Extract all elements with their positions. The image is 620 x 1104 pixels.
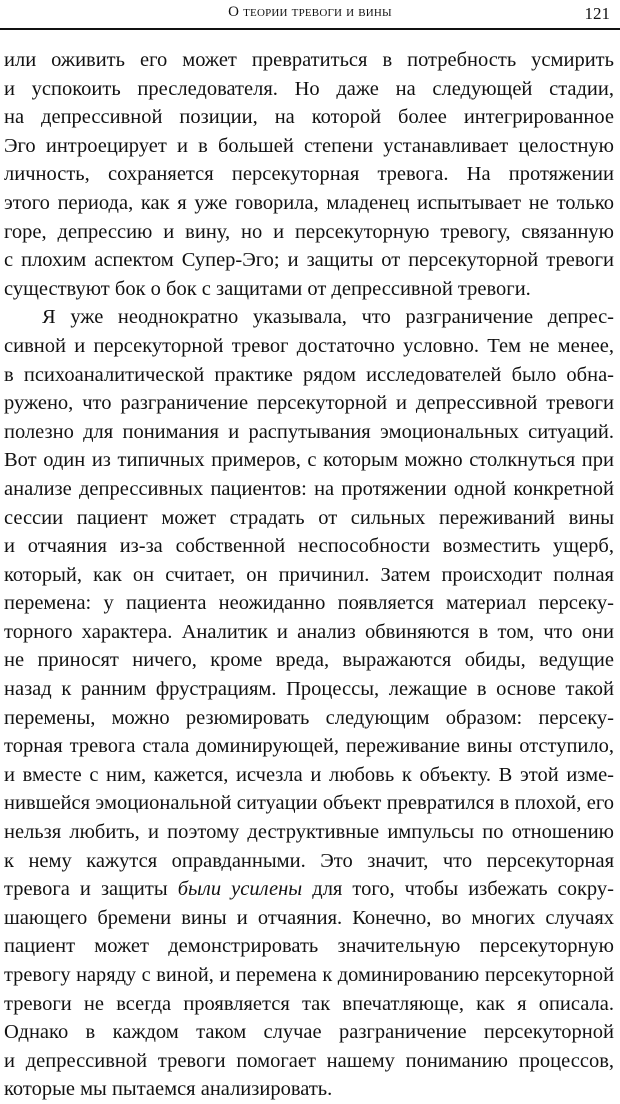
text-line: тревогу наряду с виной, и перемена к доминированию персекуторной xyxy=(4,964,614,986)
text-line: и успокоить преследователя. Но даже на следующей стадии, xyxy=(4,77,614,100)
text-line: полезно для понимания и распутывания эмоциональных ситуаций. xyxy=(4,420,614,443)
text-line: пациент может демонстрировать значительную персекуторную xyxy=(4,935,614,958)
text-line: личность, сохраняется персекуторная тревога. На протяжении xyxy=(4,163,614,186)
text-line: в психоаналитической практике рядом исследователей было обна- xyxy=(4,363,614,386)
page-header xyxy=(0,0,620,40)
text-line: перемена: у пациента неожиданно появляется материал персеку- xyxy=(4,592,614,615)
text-line: на депрессивной позиции, на которой более интегрированное xyxy=(4,106,614,129)
text-line: ружено, что разграничение персекуторной и депрессивной тревоги xyxy=(4,392,614,415)
header-rule xyxy=(0,28,620,30)
text-line: и депрессивной тревоги помогает нашему пониманию процессов, xyxy=(4,1049,614,1072)
text-line: шающего бремени вины и отчаяния. Конечно, во многих случаях xyxy=(4,906,614,929)
text-line: торного характера. Аналитик и анализ обвиняются в том, что они xyxy=(4,620,614,643)
body-text xyxy=(4,46,614,1104)
text-line: не приносят ничего, кроме вреда, выражаются обиды, ведущие xyxy=(4,649,614,672)
text-line: с плохим аспектом Супер-Эго; и защиты от персекуторной тревоги xyxy=(4,249,614,272)
text-line: Эго интроецирует и в большей степени устанавливает целостную xyxy=(4,134,614,157)
text-run: тревога и защиты xyxy=(4,878,178,901)
text-line: и вместе с ним, кажется, исчезла и любовь к объекту. В этой изме- xyxy=(4,763,614,786)
emphasized-text: были усилены xyxy=(177,878,303,901)
text-line: Я уже неоднократно указывала, что разграничение депрес- xyxy=(42,306,614,329)
text-line: перемены, можно резюмировать следующим образом: персеку- xyxy=(4,706,614,729)
text-line: который, как он считает, он причинил. Затем происходит полная xyxy=(4,563,614,586)
text-line: или оживить его может превратиться в потребность усмирить xyxy=(4,49,614,71)
paragraph xyxy=(4,303,614,1104)
text-line: которые мы пытаемся анализировать. xyxy=(4,1078,333,1101)
text-line: тревоги не всегда проявляется так впечатляюще, как я описала. xyxy=(4,992,614,1015)
text-line: Вот один из типичных примеров, с которым можно столкнуться при xyxy=(4,449,614,472)
text-line-with-emphasis xyxy=(4,875,614,904)
text-line: торная тревога стала доминирующей, переживание вины отступило, xyxy=(4,735,614,758)
text-line: к нему кажутся оправданными. Это значит, что персекуторная xyxy=(4,849,614,872)
paragraph xyxy=(4,46,614,303)
text-line: сивной и персекуторной тревог достаточно условно. Тем не менее, xyxy=(4,334,614,357)
text-line: нившейся эмоциональной ситуации объект превратился в плохой, его xyxy=(4,792,614,815)
text-run: для того, чтобы избежать сокру- xyxy=(302,878,614,901)
text-line: этого периода, как я уже говорила, младенец испытывает не только xyxy=(4,191,614,214)
page-number: 121 xyxy=(584,4,610,23)
text-line: горе, депрессию и вину, но и персекуторную тревогу, связанную xyxy=(4,220,614,243)
text-line: нельзя любить, и поэтому деструктивные импульсы по отношению xyxy=(4,821,614,844)
text-line: назад к ранним фрустрациям. Процессы, лежащие в основе такой xyxy=(4,678,614,701)
text-line: и отчаяния из-за собственной неспособности возместить ущерб, xyxy=(4,535,614,558)
running-title: О теории тревоги и вины xyxy=(228,4,392,20)
text-line: анализе депрессивных пациентов: на протяжении одной конкретной xyxy=(4,477,614,500)
text-line: Однако в каждом таком случае разграничение персекуторной xyxy=(4,1021,614,1044)
text-line: существуют бок о бок с защитами от депрессивной тревоги. xyxy=(4,277,531,300)
text-line: сессии пациент может страдать от сильных переживаний вины xyxy=(4,506,614,529)
